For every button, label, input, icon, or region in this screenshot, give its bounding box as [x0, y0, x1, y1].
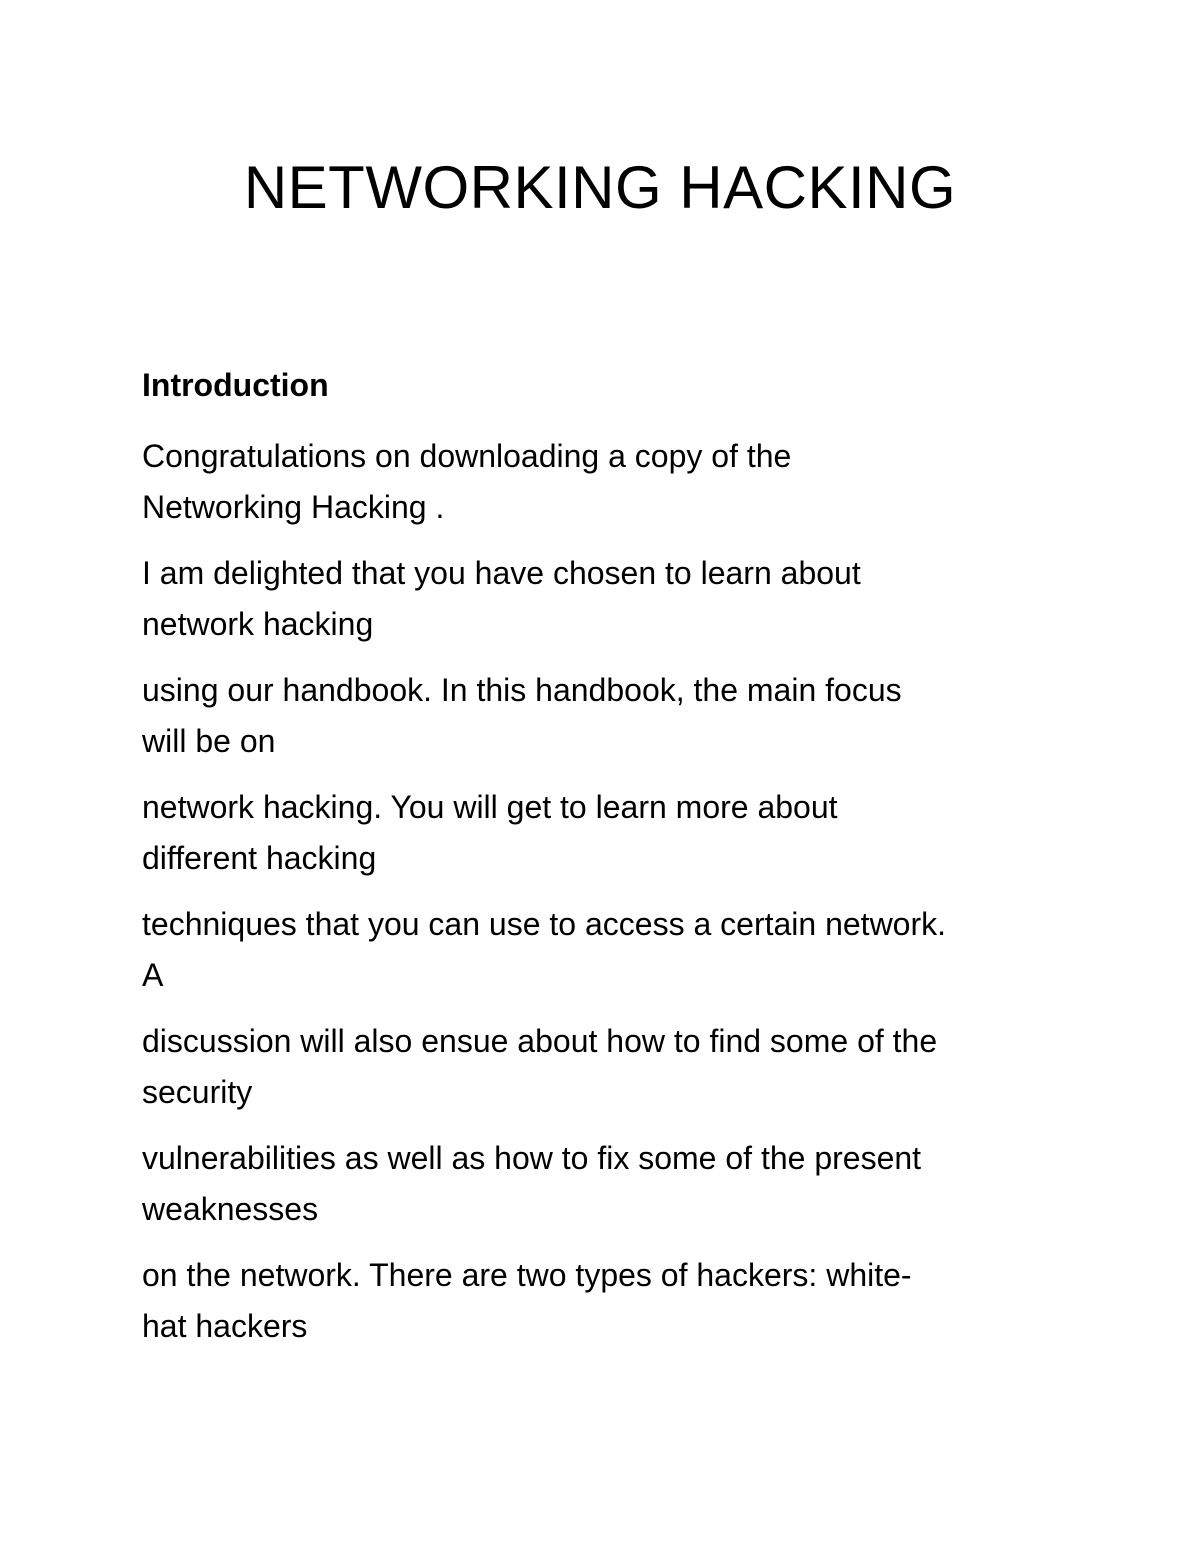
paragraph: on the network. There are two types of hackers: white- hat hackers — [142, 1257, 912, 1344]
page-title: NETWORKING HACKING — [243, 154, 957, 221]
document-body — [142, 364, 1062, 1367]
paragraph: Congratulations on downloading a copy of the Networking Hacking . — [142, 438, 792, 525]
paragraph: techniques that you can use to access a certain network. A — [142, 906, 947, 993]
paragraph: using our handbook. In this handbook, the main focus will be on — [142, 672, 902, 759]
section-heading: Introduction — [142, 367, 329, 403]
paragraph: I am delighted that you have chosen to learn about network hacking — [142, 555, 861, 642]
paragraph: network hacking. You will get to learn more about different hacking — [142, 789, 838, 876]
paragraph: vulnerabilities as well as how to fix some of the present weaknesses — [142, 1140, 922, 1227]
paragraph: discussion will also ensue about how to find some of the security — [142, 1023, 938, 1110]
